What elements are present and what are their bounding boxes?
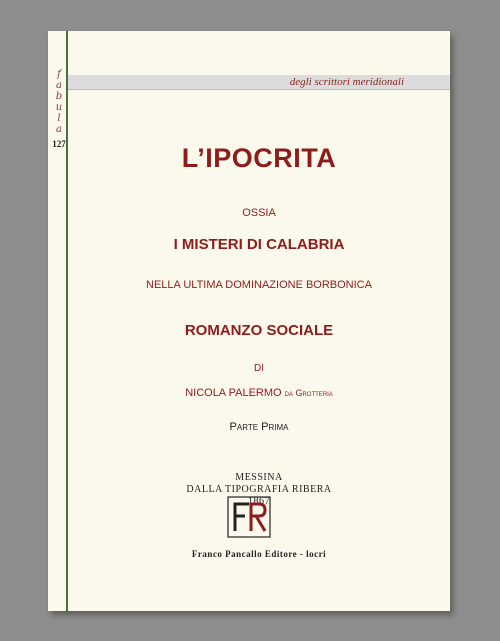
- spine-letter: b: [55, 91, 63, 102]
- volume-number: 127: [52, 139, 66, 149]
- volume-part: Parte Prima: [229, 421, 289, 433]
- author-name: NICOLA PALERMO: [185, 387, 282, 399]
- spine-letter: u: [55, 102, 63, 113]
- book-subtitle-secondary: NELLA ULTIMA DOMINAZIONE BORBONICA: [146, 279, 372, 291]
- publisher-name: Franco Pancallo Editore - locri: [191, 549, 327, 559]
- book-genre: ROMANZO SOCIALE: [184, 322, 334, 339]
- spine-letter: l: [57, 113, 61, 124]
- title-connector: OSSIA: [242, 207, 276, 219]
- publisher-logo-icon: [227, 496, 271, 538]
- imprint-city: MESSINA: [235, 472, 283, 483]
- publisher-logo: [48, 496, 450, 538]
- book-cover: [48, 31, 450, 611]
- book-title: L’IPOCRITA: [181, 143, 337, 173]
- series-name: degli scrittori meridionali: [289, 76, 404, 88]
- spine-letter: a: [56, 80, 62, 91]
- author-origin: da Grotteria: [284, 388, 333, 398]
- spine-letter: a: [56, 124, 62, 135]
- author-line: [68, 387, 450, 399]
- spine-letter: f: [57, 69, 61, 80]
- imprint-year: 1867: [248, 496, 270, 507]
- author-prefix: DI: [254, 363, 264, 374]
- imprint-printer: DALLA TIPOGRAFIA RIBERA: [186, 484, 332, 495]
- book-subtitle: I MISTERI DI CALABRIA: [173, 236, 345, 253]
- series-band: [68, 75, 450, 90]
- spine-label: [52, 69, 66, 149]
